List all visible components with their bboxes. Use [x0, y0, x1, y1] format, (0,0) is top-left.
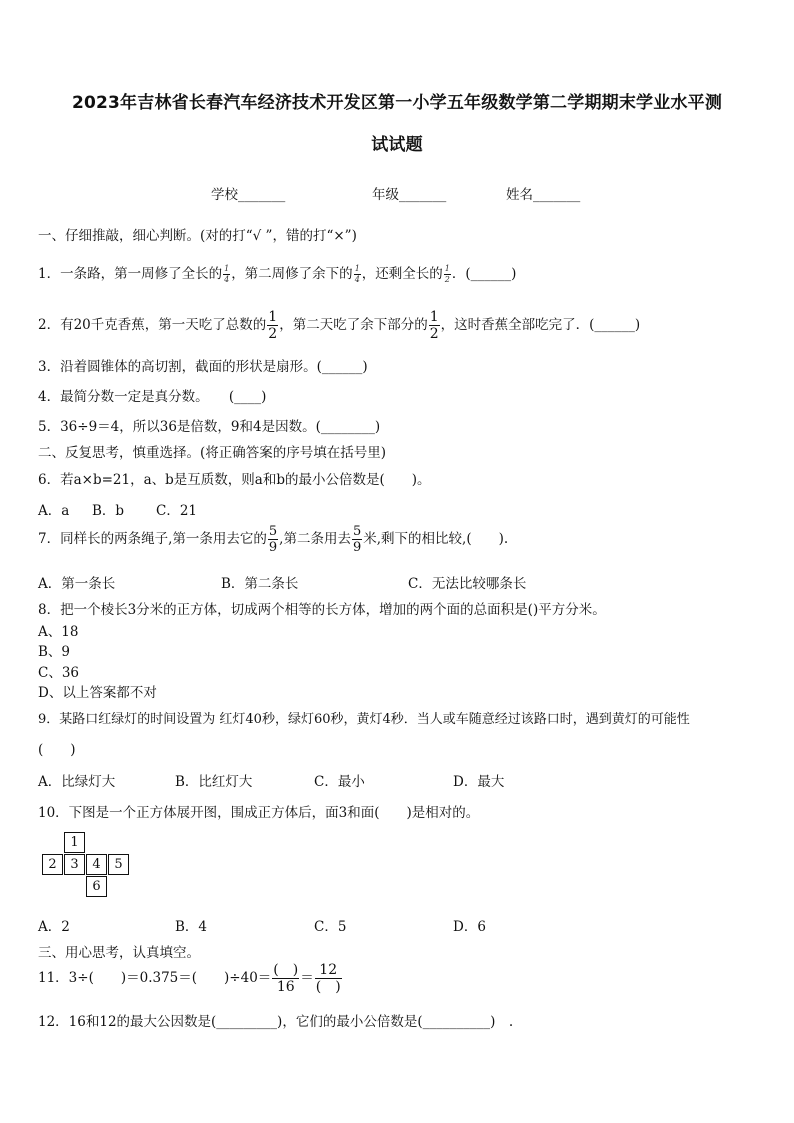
fraction: $\frac{1}{4}$: [224, 264, 230, 284]
option-a[interactable]: A、18: [38, 624, 79, 640]
option-c[interactable]: C、36: [38, 665, 80, 681]
question-7: 7．同样长的两条绳子,第一条用去它的 $\frac{5}{9}$ ,第二条用去 $\frac{5}{9}$ 米,剩下的相比较,( ).: [38, 524, 509, 555]
option-a[interactable]: A．2: [38, 919, 70, 935]
fraction: $\frac{1}{2}$: [444, 264, 450, 284]
option-d[interactable]: D、以上答案都不对: [38, 685, 157, 701]
option-c[interactable]: C．21: [156, 503, 198, 519]
question-12: 12．16和12的最大公因数是(_________)，它们的最小公倍数是(__________) .: [38, 1014, 514, 1030]
school-field[interactable]: 学校_______: [211, 187, 286, 203]
net-face-1: 1: [64, 832, 85, 853]
option-a[interactable]: A．第一条长: [38, 576, 116, 592]
question-2: 2．有20千克香蕉，第一天吃了总数的 $\frac{1}{2}$ ，第二天吃了余下部分的 $\frac{1}{2}$ ，这时香蕉全部吃完了．(______): [38, 309, 641, 342]
option-b[interactable]: B．第二条长: [221, 576, 299, 592]
question-11: 11．3÷( )＝0.375＝( )÷40＝ $\frac{( )}{16}$ ＝ $\frac{12}{( )}$: [38, 962, 341, 995]
question-1: 1．一条路，第一周修了全长的 $\frac{1}{4}$ ，第二周修了余下的 $\frac{1}{4}$ ，还剩全长的 $\frac{1}{2}$ ．(______): [38, 264, 517, 284]
question-8: 8．把一个棱长3分米的正方体，切成两个相等的长方体，增加的两个面的总面积是()平方分米。: [38, 602, 606, 618]
option-a[interactable]: A．比绿灯大: [38, 774, 116, 790]
answer-paren: ( ): [38, 742, 76, 758]
net-face-3: 3: [64, 854, 85, 875]
question-5: 5．36÷9＝4，所以36是倍数，9和4是因数。(________): [38, 419, 381, 435]
option-d[interactable]: D．最大: [453, 774, 505, 790]
section-3-heading: 三、用心思考，认真填空。: [38, 945, 200, 961]
option-b[interactable]: B．比红灯大: [175, 774, 253, 790]
page-title-line1: 2023年吉林省长春汽车经济技术开发区第一小学五年级数学第二学期期末学业水平测: [71, 93, 723, 113]
fraction: $\frac{1}{2}$: [268, 309, 278, 342]
fraction: $\frac{5}{9}$: [268, 524, 278, 555]
fraction: $\frac{12}{( )}$: [315, 962, 341, 995]
option-c[interactable]: C．最小: [314, 774, 365, 790]
name-field[interactable]: 姓名_______: [506, 187, 581, 203]
section-1-heading: 一、仔细推敲，细心判断。(对的打“√ ”，错的打“×”): [38, 228, 357, 244]
option-c[interactable]: C．无法比较哪条长: [408, 576, 527, 592]
option-b[interactable]: B．b: [92, 503, 125, 519]
fraction: $\frac{1}{2}$: [429, 309, 439, 342]
option-b[interactable]: B．4: [175, 919, 208, 935]
page-title-line2: 试试题: [371, 135, 423, 155]
section-2-heading: 二、反复思考，慎重选择。(将正确答案的序号填在括号里): [38, 445, 387, 461]
option-b[interactable]: B、9: [38, 644, 71, 660]
question-6: 6．若a×b=21，a、b是互质数，则a和b的最小公倍数是( )。: [38, 472, 431, 488]
question-10: 10．下图是一个正方体展开图，围成正方体后，面3和面( )是相对的。: [38, 805, 480, 821]
fraction: $\frac{1}{4}$: [354, 264, 360, 284]
net-face-2: 2: [42, 854, 63, 875]
fraction: $\frac{5}{9}$: [352, 524, 362, 555]
net-face-6: 6: [86, 876, 107, 897]
cube-net-diagram: [42, 832, 132, 900]
option-c[interactable]: C．5: [314, 919, 347, 935]
option-a[interactable]: A．a: [38, 503, 70, 519]
option-d[interactable]: D．6: [453, 919, 486, 935]
fraction: $\frac{( )}{16}$: [273, 962, 299, 995]
grade-field[interactable]: 年级_______: [372, 187, 447, 203]
net-face-5: 5: [108, 854, 129, 875]
question-9: 9．某路口红绿灯的时间设置为 红灯40秒，绿灯60秒，黄灯4秒．当人或车随意经过该路口时，遇到黄灯的可能性: [38, 712, 690, 727]
net-face-4: 4: [86, 854, 107, 875]
question-3: 3．沿着圆锥体的高切割，截面的形状是扇形。(______): [38, 359, 368, 375]
question-4: 4．最简分数一定是真分数。 (____): [38, 389, 267, 405]
